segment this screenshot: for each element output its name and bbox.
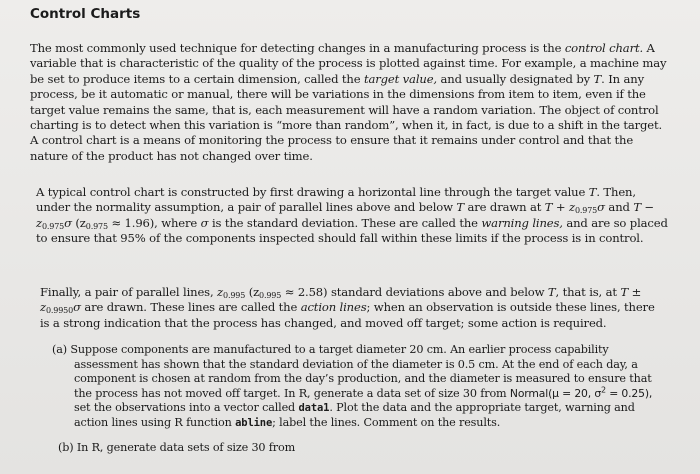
term-control-chart: control chart.: [564, 41, 644, 55]
term-target-value: target value,: [363, 71, 437, 86]
p3-text-e: are drawn. These lines are called the: [80, 300, 301, 315]
p1-text-a: The most commonly used technique for detecting changes in a manufacturing process is the: [30, 41, 565, 55]
subscript-0975: 0.975: [85, 221, 108, 231]
symbol-t: T: [593, 71, 602, 86]
p2-approx-close: ≈ 1.96), where: [107, 215, 201, 230]
math-upper-limit: T + z: [544, 200, 575, 215]
code-abline: abline: [235, 416, 273, 429]
sigma-symbol: σ: [597, 200, 605, 215]
symbol-t: T: [547, 285, 556, 299]
normal-end: = 0.25),: [605, 386, 653, 400]
p3-text-f: ; when an observation is outside these lines, there is a strong indication that the process has changed, and moved off target; some action is required.: [40, 300, 655, 330]
normal-distribution: [510, 387, 652, 400]
p3-text-c: ≈ 2.58) standard deviations above and below: [281, 285, 548, 299]
item-a-text-c: set the observations into a vector called: [74, 401, 299, 415]
math-plus-minus: T ± z: [40, 285, 642, 315]
exercise-item-b: [58, 441, 658, 456]
symbol-t: T: [456, 200, 464, 215]
term-action-lines: action lines: [300, 300, 367, 315]
math-z: z: [217, 285, 223, 299]
subscript-0995: 0.995: [223, 291, 246, 300]
item-a-text-a: Suppose components are manufactured to a target diameter 20 cm. An earlier process capability: [66, 343, 609, 356]
item-b-text: In R, generate data sets of size 30 from: [73, 441, 296, 454]
item-a-text-b: assessment has shown that the standard deviation of the diameter is 0.5 cm. At the end of each day, a component is chosen at random from the day’s production, and the diameter is measured to ensure that the process has not moved off target. In R, generate a data set of size 30 from: [74, 357, 652, 400]
p3-text-a: Finally, a pair of parallel lines,: [40, 285, 218, 299]
p1-text-c: and usually designated by: [436, 71, 594, 86]
subscript-0995: 0.995: [259, 291, 282, 300]
p2-approx-open: (z: [71, 215, 86, 230]
sigma-symbol: σ: [73, 300, 81, 315]
normal-fn: Normal(μ = 20, σ: [509, 386, 602, 400]
p1-text-b: A variable that is characteristic of the quality of the process is plotted against time. For example, a machine may be set to produce items to a certain dimension, called the: [30, 41, 667, 86]
p2-text-b: . Then, under the normality assumption, a pair of parallel lines above and below: [36, 185, 636, 215]
sigma-symbol: σ: [200, 215, 209, 230]
section-heading: Control Charts: [30, 6, 141, 22]
p2-text-a: A typical control chart is constructed by first drawing a horizontal line through the target value: [36, 185, 589, 199]
item-b-label: (b): [58, 441, 74, 454]
item-a-label: (a): [52, 343, 67, 356]
p2-text-d: is the standard deviation. These are called the: [208, 215, 482, 230]
p2-text-and: and: [604, 200, 634, 215]
p2-text-c: are drawn at: [463, 200, 545, 215]
math-lower-limit: T − z: [36, 200, 654, 230]
sigma-symbol: σ: [64, 215, 72, 230]
item-a-continuation: [52, 358, 662, 431]
paragraph-intro: [30, 41, 670, 164]
symbol-t: T: [588, 185, 597, 199]
p2-text-e: and are so placed to ensure that 95% of the components inspected should fall within these limits if the process is in control.: [36, 215, 668, 246]
code-data1: data1: [298, 402, 330, 415]
term-warning-lines: warning lines,: [481, 215, 563, 230]
subscript-09950: 0.9950: [45, 306, 74, 316]
superscript-2: 2: [601, 385, 606, 395]
p3-text-d: , that is, at: [555, 285, 621, 299]
subscript-0975: 0.975: [574, 206, 598, 216]
paragraph-warning-lines: [36, 185, 670, 247]
item-a-text-d: . Plot the data and the appropriate target, warning and action lines using R function: [74, 401, 635, 429]
item-a-text-e: ; label the lines. Comment on the results.: [272, 415, 501, 429]
exercise-item-a: [52, 343, 662, 431]
p1-text-d: . In any process, be it automatic or manual, there will be variations in the dimensions from item to item, even if the target value remains the same, that is, each measurement will have a random variation. The object of control charting is to detect when this variation is “more than random”, when it, in fact, is due to a shift in the target. A control chart is a means of monitoring the process to ensure that it remains under control and that the nature of the product has not changed over time.: [30, 71, 663, 163]
subscript-0975: 0.975: [41, 221, 65, 231]
p3-text-b: (z: [245, 285, 260, 299]
paragraph-action-lines: [40, 285, 666, 331]
